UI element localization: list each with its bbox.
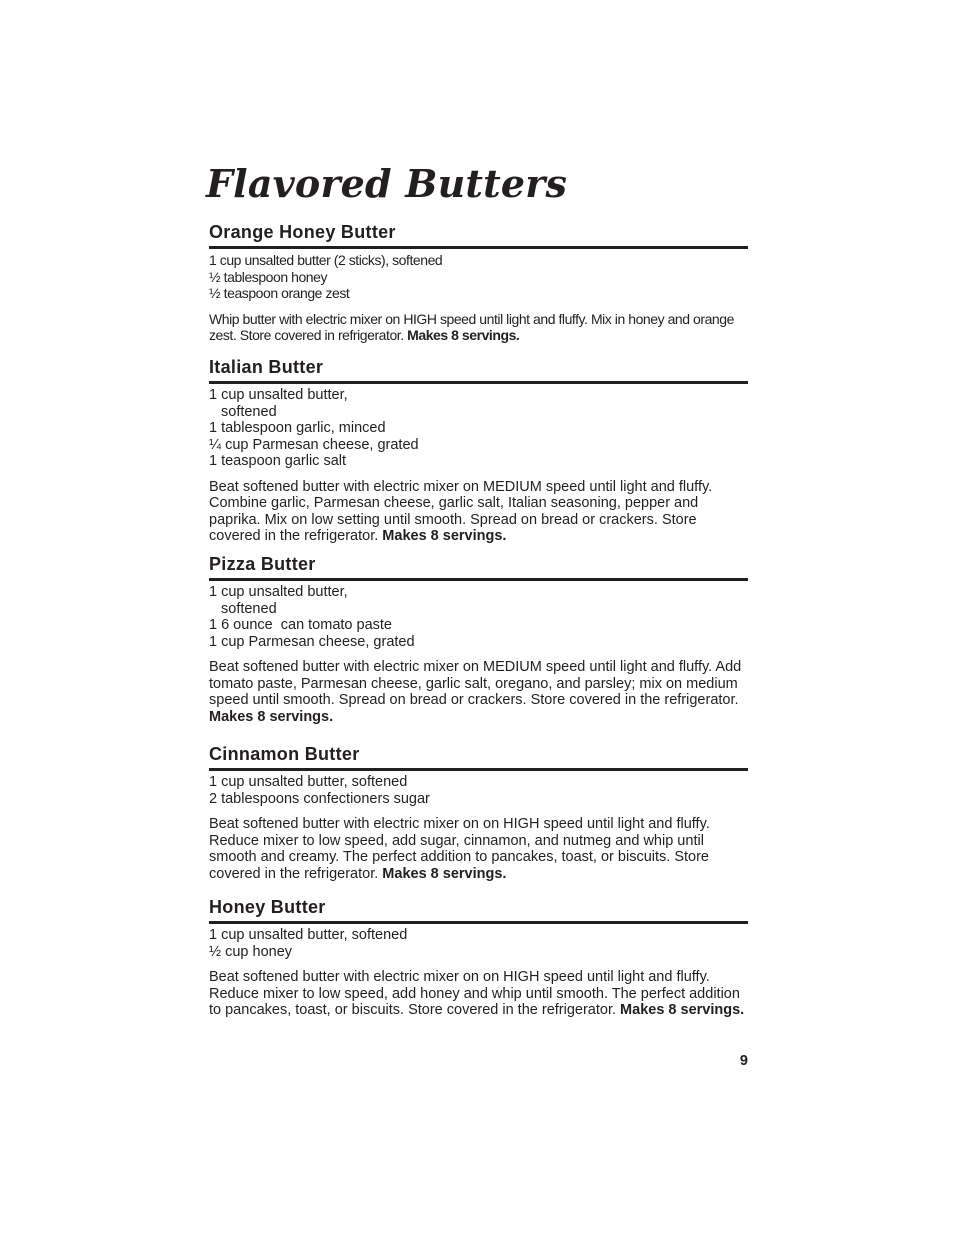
recipe-yield: Makes 8 servings. xyxy=(382,865,507,882)
recipe-directions xyxy=(209,816,748,882)
ingredient-item: ½ tablespoon honey xyxy=(209,268,328,285)
recipe-directions xyxy=(209,311,748,344)
directions-text: Whip butter with electric mixer on HIGH speed until light and fluffy. Mix in honey and orange zest. Store covered in refrigerator. xyxy=(209,310,734,343)
recipe-title: Orange Honey Butter xyxy=(209,220,748,249)
ingredient-item: softened xyxy=(221,403,277,420)
ingredient-list xyxy=(209,252,748,302)
ingredient-item: 1 cup unsalted butter, xyxy=(209,584,348,600)
ingredient-item: 1 cup unsalted butter (2 sticks), softened xyxy=(209,252,443,268)
recipe-directions xyxy=(209,969,748,1019)
page-title: Flavored Butters xyxy=(206,161,568,206)
recipe-pizza-butter xyxy=(209,552,748,725)
directions-text: Beat softened butter with electric mixer on on HIGH speed until light and fluffy. Reduce mixer to low speed, add honey and whip until smooth. The perfect addition to pancakes, toast, or biscuits. Store covered in the refrigerator. xyxy=(209,969,740,1018)
ingredient-list xyxy=(209,774,748,807)
ingredient-list xyxy=(209,927,748,960)
ingredient-item: 1 cup unsalted butter, softened xyxy=(209,774,408,790)
recipe-yield: Makes 8 servings. xyxy=(382,528,507,544)
recipe-title: Pizza Butter xyxy=(209,552,748,581)
ingredient-item: 1 6 ounce can tomato paste xyxy=(209,617,392,633)
ingredient-item: 1 cup unsalted butter, xyxy=(209,387,348,403)
recipe-title: Honey Butter xyxy=(209,895,748,924)
recipe-yield: Makes 8 servings. xyxy=(209,708,334,725)
ingredient-list xyxy=(209,387,748,470)
ingredient-item: softened xyxy=(221,600,277,617)
recipe-italian-butter xyxy=(209,355,748,545)
ingredient-item: 1 cup Parmesan cheese, grated xyxy=(209,633,415,650)
recipe-title: Italian Butter xyxy=(209,355,748,384)
directions-text: Beat softened butter with electric mixer on on HIGH speed until light and fluffy. Reduce mixer to low speed, add sugar, cinnamon, and nutmeg and whip until smooth and creamy. The perfect addition to pancakes, toast, or biscuits. Store covered in the refrigerator. xyxy=(209,816,710,882)
ingredient-item: ½ cup honey xyxy=(209,943,293,960)
recipe-cinnamon-butter xyxy=(209,742,748,882)
recipe-orange-honey-butter xyxy=(209,220,748,344)
recipe-title: Cinnamon Butter xyxy=(209,742,748,771)
ingredient-item: 1 teaspoon garlic salt xyxy=(209,453,347,469)
directions-text: Beat softened butter with electric mixer on MEDIUM speed until light and fluffy. Add tomato paste, Parmesan cheese, garlic salt, oregano, and parsley; mix on medium speed until smooth. Spread on bread or crackers. Store covered in the refrigerator. xyxy=(209,659,742,708)
recipe-yield: Makes 8 servings. xyxy=(620,1002,745,1018)
recipe-directions xyxy=(209,659,748,725)
recipe-directions xyxy=(209,479,748,545)
page-number: 9 xyxy=(739,1053,748,1069)
ingredient-item: 2 tablespoons confectioners sugar xyxy=(209,790,430,807)
recipe-honey-butter xyxy=(209,895,748,1019)
ingredient-item: 1 tablespoon garlic, minced xyxy=(209,420,386,436)
ingredient-list xyxy=(209,584,748,650)
ingredient-item: 1 cup unsalted butter, softened xyxy=(209,927,408,943)
ingredient-item: ½ teaspoon orange zest xyxy=(209,285,350,301)
directions-text: Beat softened butter with electric mixer on MEDIUM speed until light and fluffy. Combine garlic, Parmesan cheese, garlic salt, Italian seasoning, pepper and paprika. Mix on low setting until smooth. Spread on bread or crackers. Store covered in the refrigerator. xyxy=(209,478,713,544)
recipe-yield: Makes 8 servings. xyxy=(407,327,520,343)
ingredient-item: ¼ cup Parmesan cheese, grated xyxy=(209,436,419,453)
